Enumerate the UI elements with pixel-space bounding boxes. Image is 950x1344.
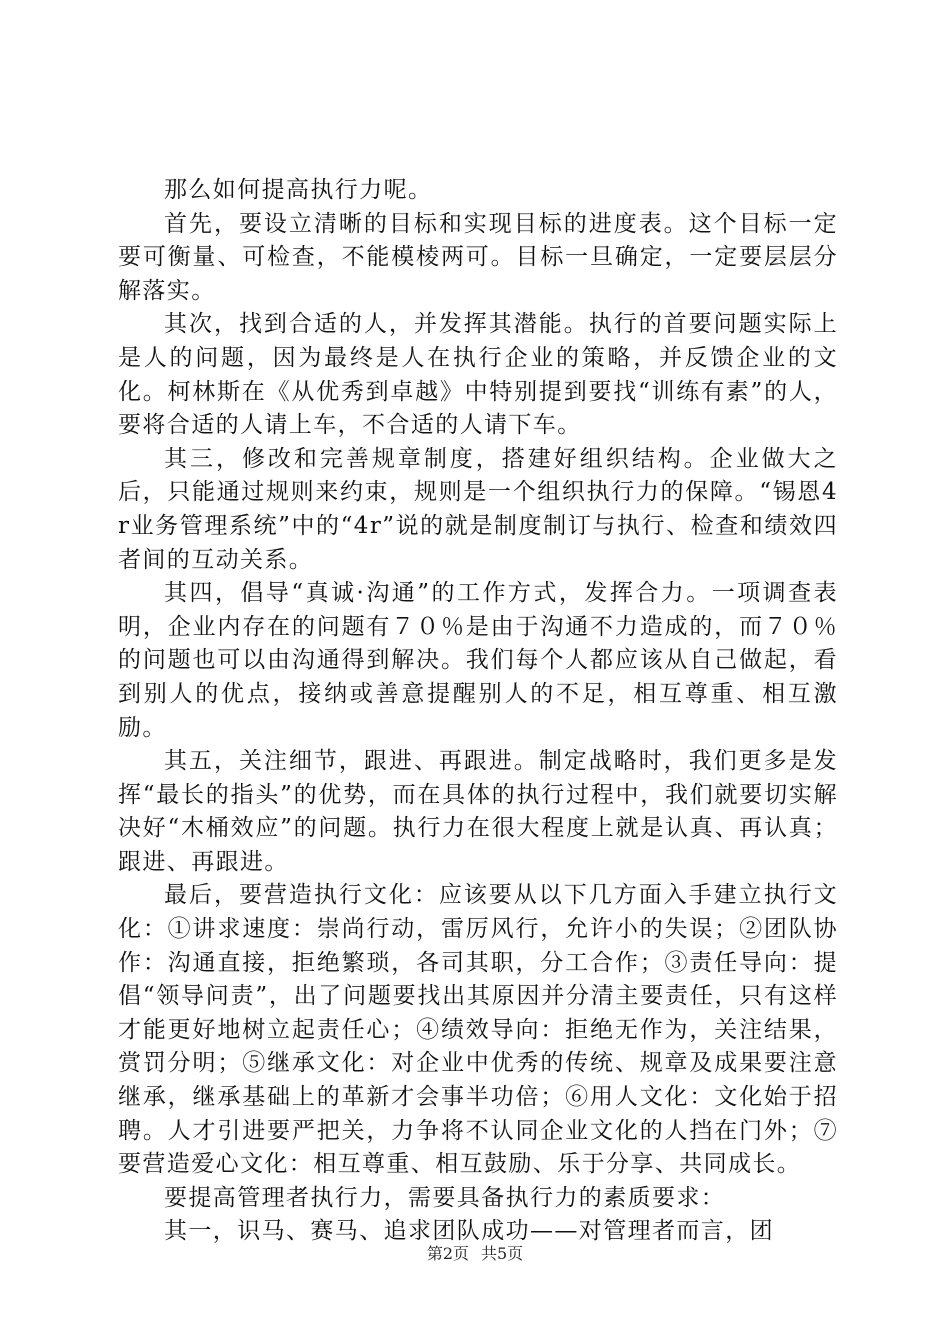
paragraph: 其五，关注细节，跟进、再跟进。制定战略时，我们更多是发挥“最长的指头”的优势，而在具体的执行过程中，我们就要切实解决好“木桶效应”的问题。执行力在很大程度上就是认真、再认真；跟进、再跟进。	[118, 748, 838, 875]
paragraph: 最后，要营造执行文化：应该要从以下几方面入手建立执行文化：①讲求速度：崇尚行动，雷厉风行，允许小的失误；②团队协作：沟通直接，拒绝繁琐，各司其职，分工合作；③责任导向：提倡“领导问责”，出了问题要找出其原因并分清主要责任，只有这样才能更好地树立起责任心；④绩效导向：拒绝无作为，关注结果，赏罚分明；⑤继承文化：对企业中优秀的传统、规章及成果要注意继承，继承基础上的革新才会事半功倍；⑥用人文化：文化始于招聘。人才引进要严把关，力争将不认同企业文化的人挡在门外；⑦要营造爱心文化：相互尊重、相互鼓励、乐于分享、共同成长。	[118, 882, 838, 1178]
page-total: 共5页	[481, 1244, 524, 1263]
paragraph: 那么如何提高执行力呢。	[164, 177, 433, 203]
paragraph: 要提高管理者执行力，需要具备执行力的素质要求：	[164, 1184, 726, 1211]
paragraph: 其三，修改和完善规章制度，搭建好组织结构。企业做大之后，只能通过规则来约束，规则是一个组织执行力的保障。“锡恩4r业务管理系统”中的“4r”说的就是制度制订与执行、检查和绩效四者间的互动关系。	[118, 445, 838, 573]
paragraph: 其次，找到合适的人，并发挥其潜能。执行的首要问题实际上是人的问题，因为最终是人在执行企业的策略，并反馈企业的文化。柯林斯在《从优秀到卓越》中特别提到要找“训练有素”的人，要将合适的人请上车，不合适的人请下车。	[118, 311, 838, 439]
paragraph: 其一，识马、赛马、追求团队成功——对管理者而言，团	[164, 1218, 774, 1245]
paragraph: 首先，要设立清晰的目标和实现目标的进度表。这个目标一定要可衡量、可检查，不能模棱两可。目标一旦确定，一定要层层分解落实。	[118, 210, 838, 304]
paragraph: 其四，倡导“真诚·沟通”的工作方式，发挥合力。一项调查表明，企业内存在的问题有７０％是由于沟通不力造成的，而７０％的问题也可以由沟通得到解决。我们每个人都应该从自己做起，看到别人的优点，接纳或善意提醒别人的不足，相互尊重、相互激励。	[118, 580, 838, 741]
page-number: 第2页	[426, 1244, 469, 1263]
page-footer	[0, 1244, 950, 1264]
document-body	[118, 174, 838, 1249]
